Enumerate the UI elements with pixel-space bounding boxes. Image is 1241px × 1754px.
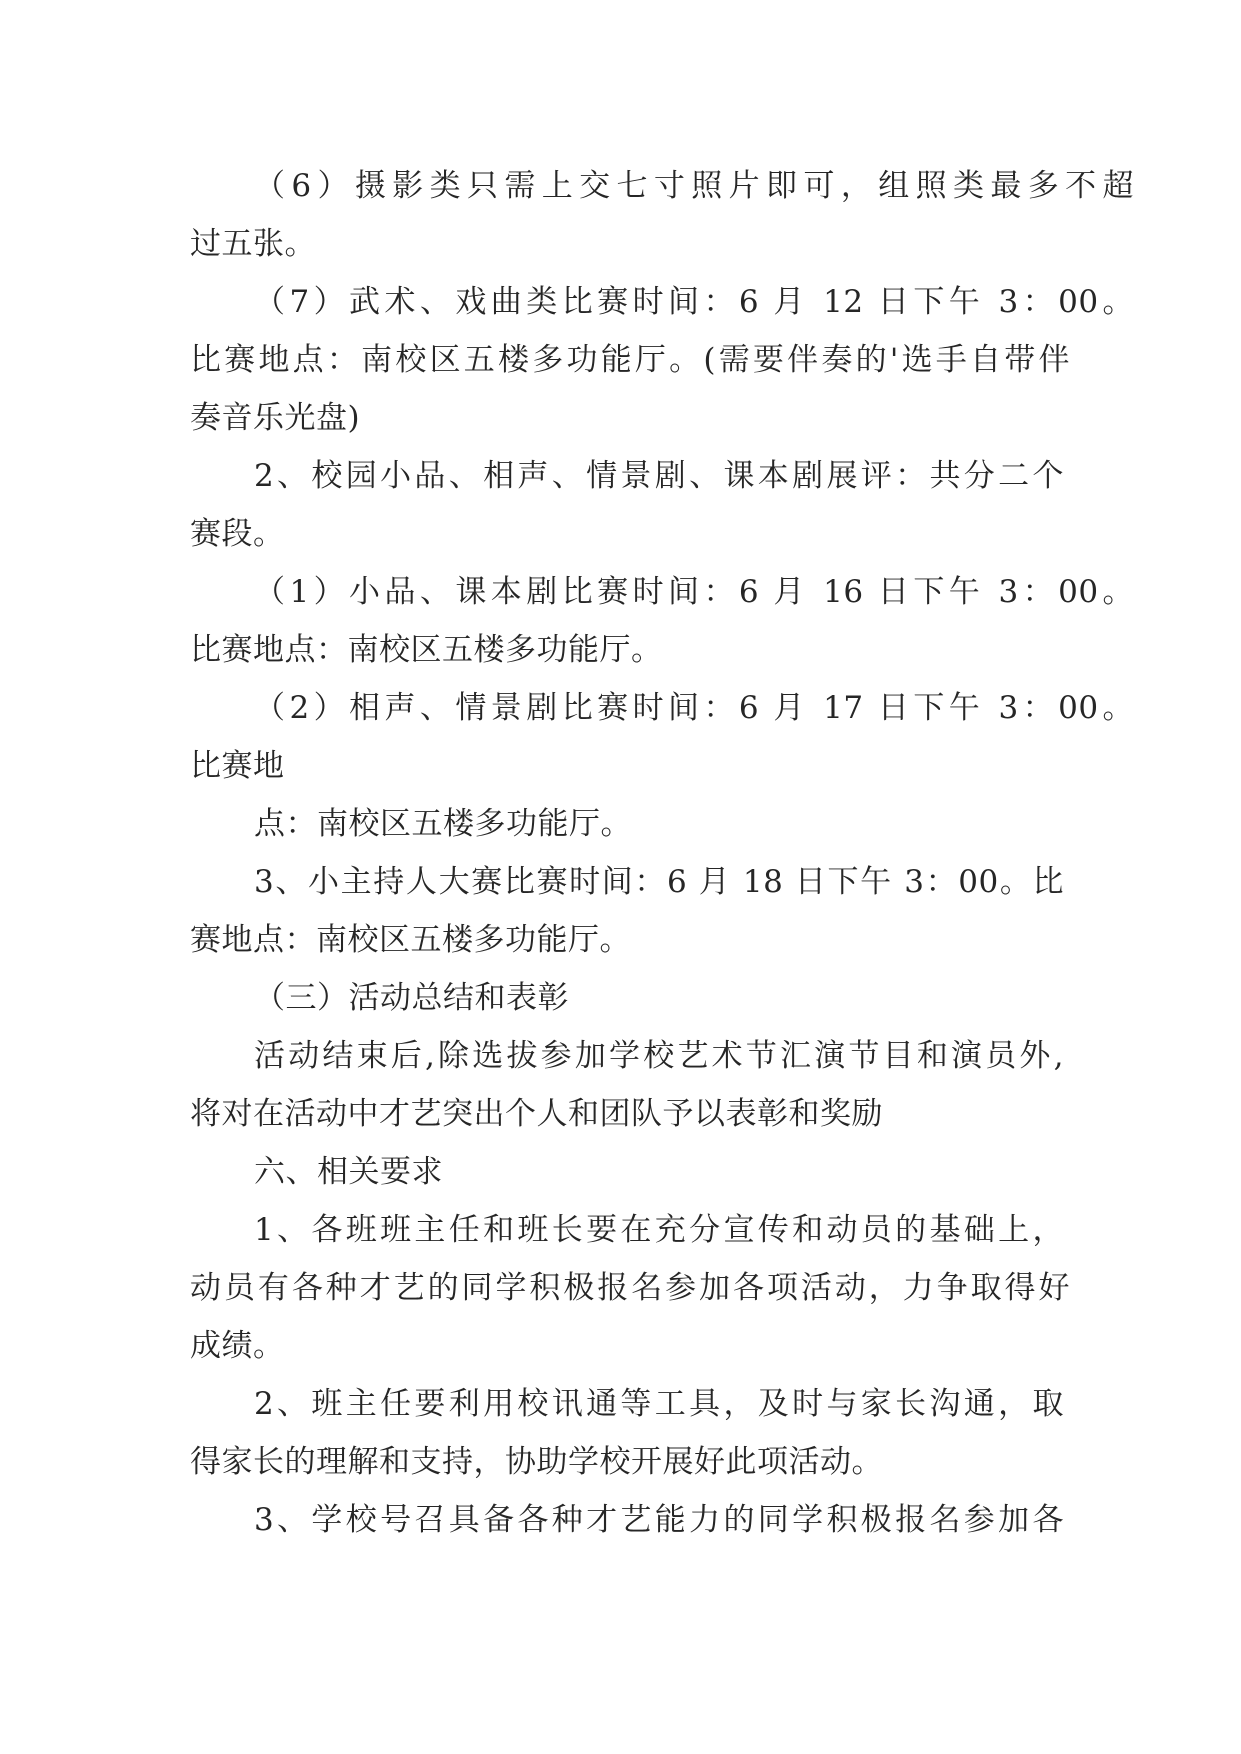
text-line: 赛段。: [190, 516, 285, 552]
text-line: 奏音乐光盘): [190, 400, 361, 436]
text-line: 2、班主任要利用校讯通等工具，及时与家长沟通，取: [254, 1386, 1064, 1422]
text-line: （1）小品、课本剧比赛时间：6 月 16 日下午 3：00。: [254, 574, 1134, 610]
text-line: 3、小主持人大赛比赛时间：6 月 18 日下午 3：00。比: [254, 864, 1064, 900]
text-line: 将对在活动中才艺突出个人和团队予以表彰和奖励: [190, 1096, 883, 1132]
text-line: 1、各班班主任和班长要在充分宣传和动员的基础上，: [254, 1212, 1064, 1248]
text-line: 赛地点：南校区五楼多功能厅。: [190, 922, 631, 958]
text-line: 2、校园小品、相声、情景剧、课本剧展评：共分二个: [254, 458, 1064, 494]
section-heading: （三）活动总结和表彰: [254, 980, 569, 1016]
text-line: 成绩。: [190, 1328, 285, 1364]
text-line: （7）武术、戏曲类比赛时间：6 月 12 日下午 3：00。: [254, 284, 1134, 320]
text-line: 3、学校号召具备各种才艺能力的同学积极报名参加各: [254, 1502, 1064, 1538]
text-line: 比赛地点：南校区五楼多功能厅。(需要伴奏的'选手自带伴: [190, 342, 1070, 378]
text-line: 比赛地点：南校区五楼多功能厅。: [190, 632, 663, 668]
text-line: （6）摄影类只需上交七寸照片即可，组照类最多不超: [254, 168, 1134, 204]
text-line: 比赛地: [190, 748, 285, 784]
text-line: 活动结束后,除选拔参加学校艺术节汇演节目和演员外,: [254, 1038, 1064, 1074]
text-line: 点：南校区五楼多功能厅。: [254, 806, 632, 842]
section-heading: 六、相关要求: [254, 1154, 443, 1190]
text-line: 动员有各种才艺的同学积极报名参加各项活动，力争取得好: [190, 1270, 1070, 1306]
text-line: （2）相声、情景剧比赛时间：6 月 17 日下午 3：00。: [254, 690, 1134, 726]
text-line: 得家长的理解和支持，协助学校开展好此项活动。: [190, 1444, 883, 1480]
text-line: 过五张。: [190, 226, 316, 262]
